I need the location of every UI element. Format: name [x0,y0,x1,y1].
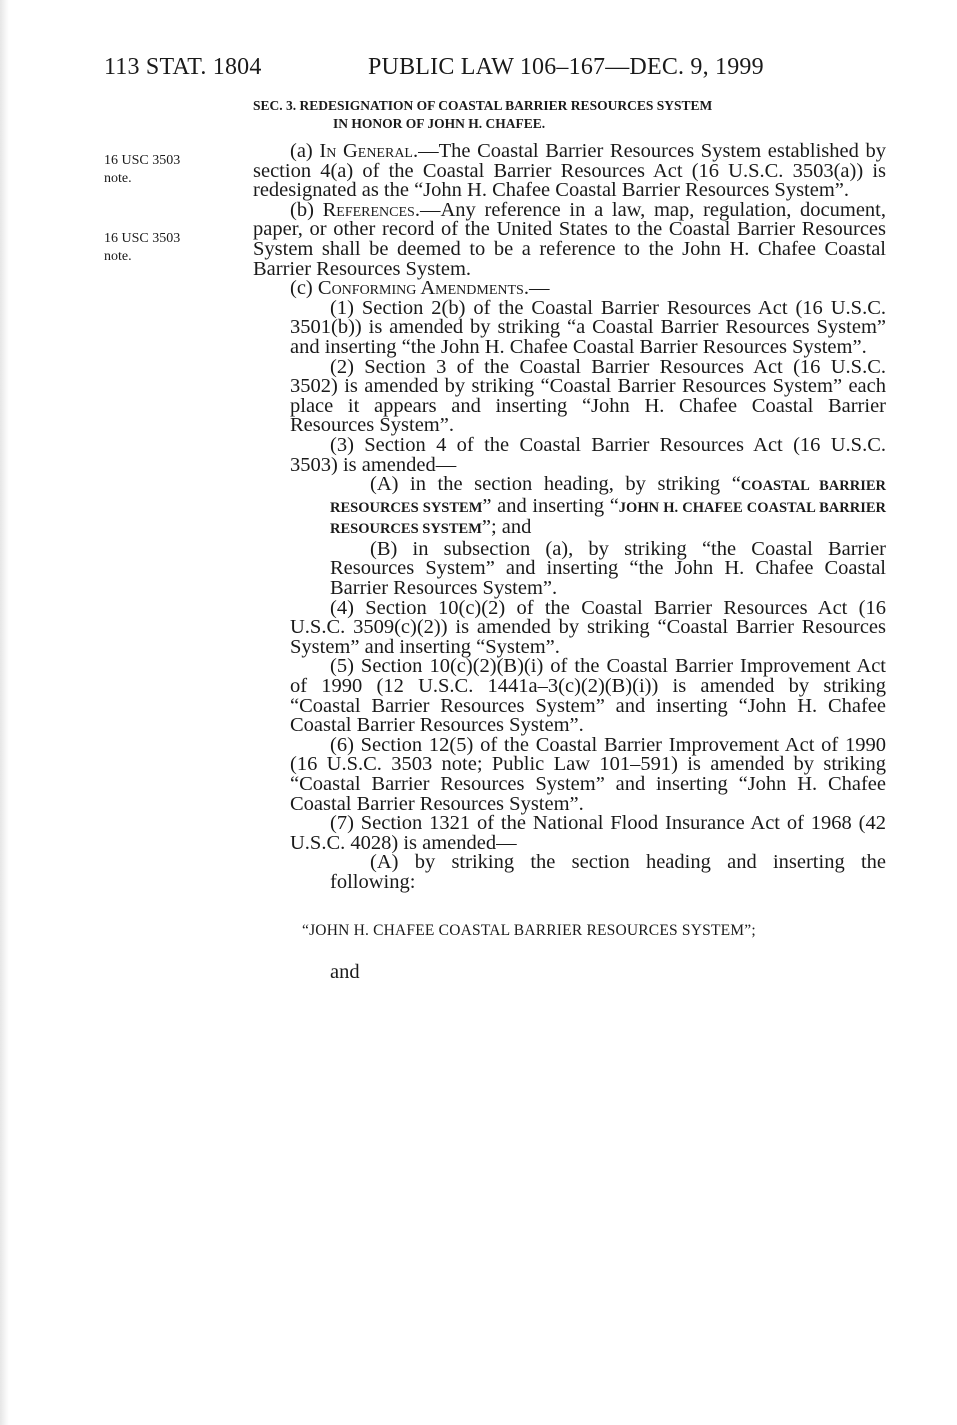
amendment-7-a: (A) by striking the section heading and inserting the following: [330,851,886,893]
margin-note-b [104,230,224,266]
struck-heading: COASTAL BARRIER RESOURCES SYSTEM [330,478,886,516]
margin-note-suffix: note. [104,249,132,264]
amendment-3-a [253,475,886,540]
subsection-a-text: —The Coastal Barrier Resources System established by section 4(a) of the Coastal Barrier Resources Act (16 U.S.C. 3503(a)) is redesignated as the “John H. Chafee Coastal Barrier Resources System”. [253,140,887,202]
subsection-c-caption: Conforming Amendments. [317,277,529,300]
subsection-b-caption: References. [322,198,420,221]
amendment-3-b: (B) in subsection (a), by striking “the Coastal Barrier Resources System” and inserting “the John H. Chafee Coastal Barrier Resources System”. [330,537,886,600]
quoted-section-heading: “JOHN H. CHAFEE COASTAL BARRIER RESOURCES SYSTEM”; [302,921,756,939]
margin-note-suffix: note. [104,171,132,186]
stat-reference: 113 STAT. 1804 [104,54,262,80]
scan-edge [0,0,9,1425]
subsection-c [253,279,886,299]
amendment-7: (7) Section 1321 of the National Flood Insurance Act of 1968 (42 U.S.C. 4028) is amended— [290,812,886,854]
subsection-c-dash: — [528,277,550,300]
public-law-title: PUBLIC LAW 106–167—DEC. 9, 1999 [368,54,764,80]
subsection-b-label: (b) [290,198,314,221]
subsection-b-text: —Any reference in a law, map, regulation, document, paper, or other record of the United States to the Coastal Barrier Resources System shall be deemed to be a reference to the John H. Chafee Coastal Barrier Resources System. [253,198,886,280]
page-header [104,54,904,86]
amendment-3-a-mid: ” and inserting “ [482,494,619,517]
amendment-6: (6) Section 12(5) of the Coastal Barrier Improvement Act of 1990 (16 U.S.C. 3503 note; Public Law 101–591) is amended by striking “Coastal Barrier Resources System” and inserting “John H. Chafee Coastal Barrier Resources System”. [290,733,886,815]
margin-note-citation: 16 USC 3503 [104,153,181,168]
section-heading [253,97,886,133]
inserted-heading: JOHN H. CHAFEE COASTAL BARRIER RESOURCES SYSTEM [330,499,886,538]
margin-note-a [104,152,224,188]
section-heading-line2: IN HONOR OF JOHN H. CHAFEE. [333,116,546,131]
subsection-a [253,142,886,201]
amendment-3-a-pre: (A) in the section heading, by striking “ [370,473,741,496]
main-content [253,97,886,982]
amendment-2: (2) Section 3 of the Coastal Barrier Resources Act (16 U.S.C. 3502) is amended by striking “Coastal Barrier Resources System” each place it appears and inserting “John H. Chafee Coastal Barrier Resources System”. [290,355,886,437]
amendment-5: (5) Section 10(c)(2)(B)(i) of the Coastal Barrier Improvement Act of 1990 (12 U.S.C. 1441a–3(c)(2)(B)(i)) is amended by striking “Coastal Barrier Resources System” and inserting “John H. Chafee Coastal Barrier Resources System”. [290,655,886,737]
amendment-3: (3) Section 4 of the Coastal Barrier Resources Act (16 U.S.C. 3503) is amended— [290,433,886,476]
subsection-b [253,198,886,280]
amendment-3-a-post: ”; and [481,516,532,539]
amendment-1: (1) Section 2(b) of the Coastal Barrier Resources Act (16 U.S.C. 3501(b)) is amended by striking “a Coastal Barrier Resources System” and inserting “the John H. Chafee Coastal Barrier Resources System”. [290,296,886,358]
subsection-c-label: (c) [290,277,313,300]
amendment-4: (4) Section 10(c)(2) of the Coastal Barrier Resources Act (16 U.S.C. 3509(c)(2)) is amended by striking “Coastal Barrier Resources System” and inserting “System”. [290,596,886,658]
margin-note-citation: 16 USC 3503 [104,231,181,246]
and-connector: and [330,960,360,983]
section-heading-line1: SEC. 3. REDESIGNATION OF COASTAL BARRIER RESOURCES SYSTEM [253,98,713,113]
subsection-a-caption: In General. [319,140,419,162]
subsection-a-label: (a) [290,140,313,162]
